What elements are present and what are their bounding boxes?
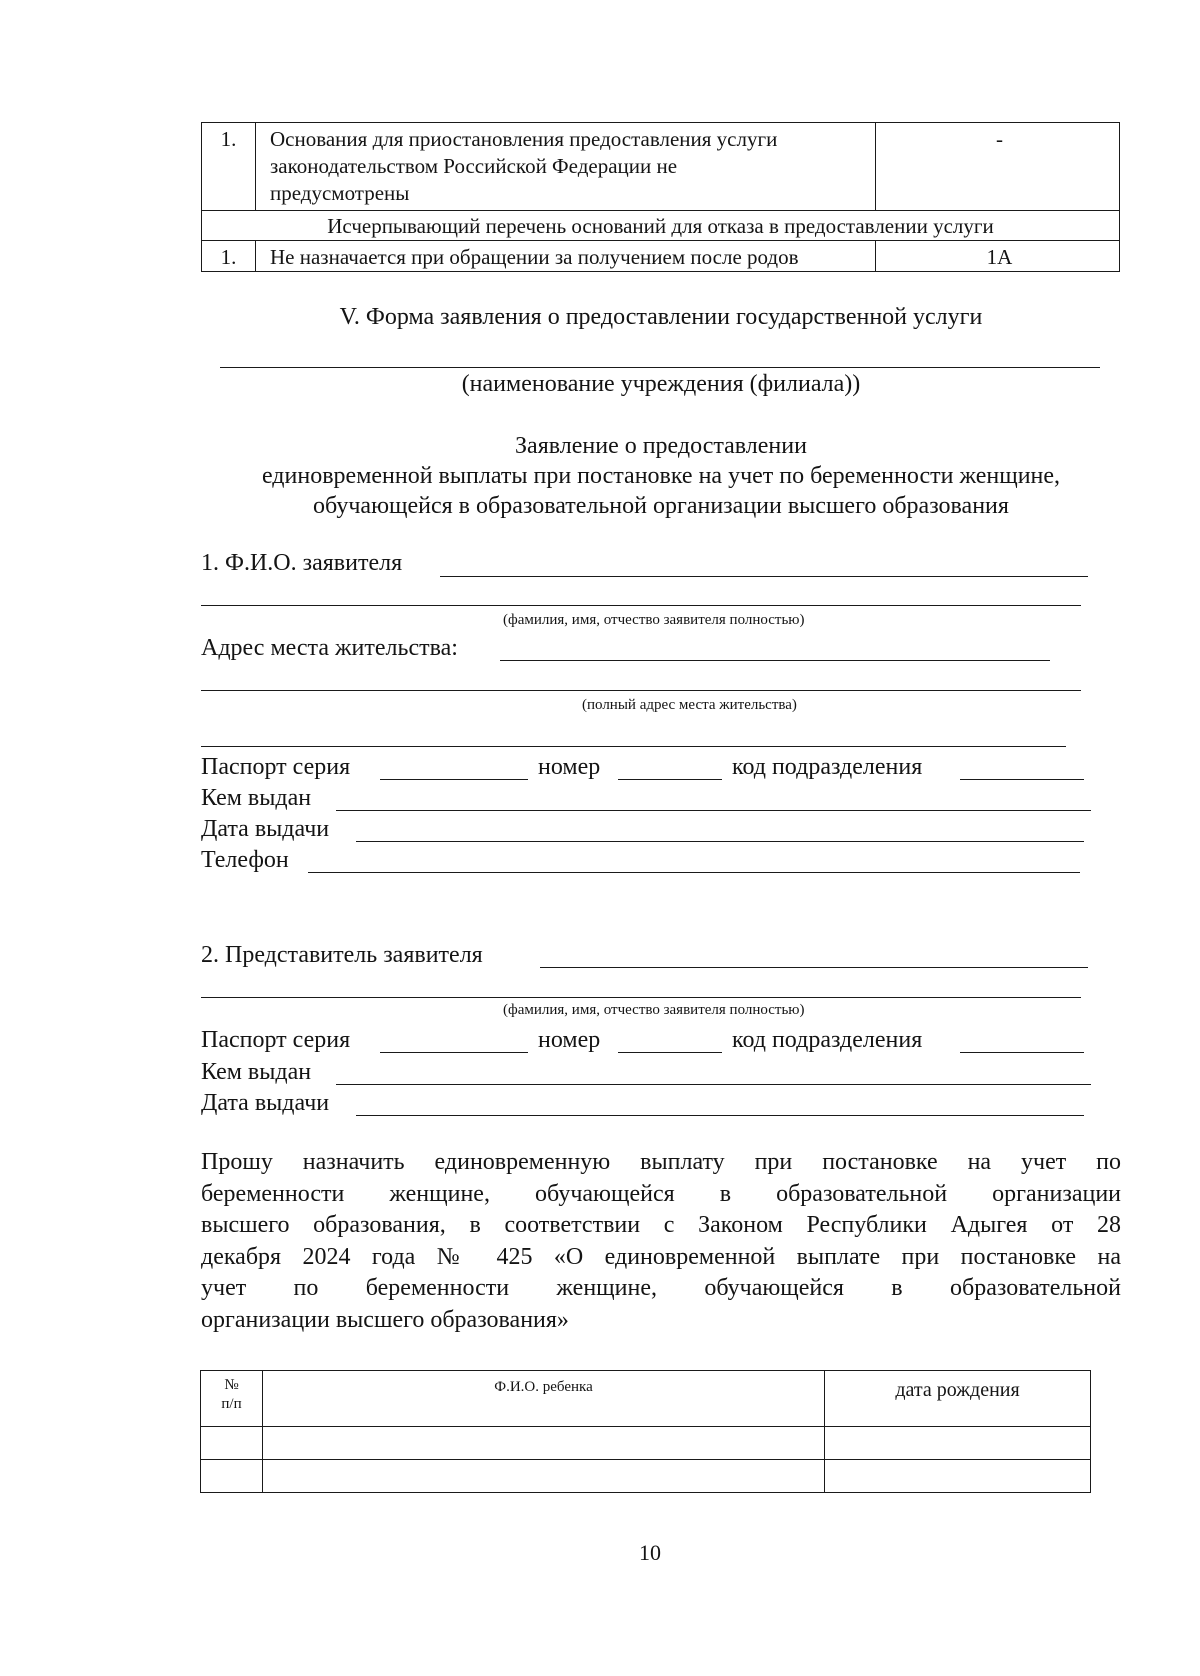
representative-fio-field[interactable]	[540, 967, 1088, 968]
address-caption: (полный адрес места жительства)	[582, 697, 797, 713]
table-cell[interactable]	[825, 1460, 1091, 1493]
application-title-line: обучающейся в образовательной организации высшего образования	[313, 493, 1009, 519]
paragraph-line: учет по беременности женщине, обучающейся в образовательной	[201, 1275, 1121, 1301]
table-row	[202, 211, 1120, 241]
application-title-line: Заявление о предоставлении	[515, 433, 807, 459]
address-label: Адрес места жительства:	[201, 635, 458, 661]
rep-passport-code-field[interactable]	[960, 1052, 1084, 1053]
issue-date-field[interactable]	[356, 841, 1084, 842]
col-date-header: дата рождения	[825, 1371, 1091, 1427]
address-field-continued[interactable]	[201, 690, 1081, 691]
table-row	[202, 241, 1120, 272]
table-cell[interactable]	[201, 1427, 263, 1460]
institution-caption: (наименование учреждения (филиала))	[461, 371, 861, 397]
address-field-extra[interactable]	[201, 746, 1066, 747]
rep-passport-code-label: код подразделения	[732, 1027, 923, 1053]
paragraph-line: декабря 2024 года № 425 «О единовременной выплате при постановке на	[201, 1243, 1121, 1270]
applicant-fio-label: 1. Ф.И.О. заявителя	[201, 550, 403, 576]
rep-passport-number-field[interactable]	[618, 1052, 722, 1053]
passport-number-field[interactable]	[618, 779, 722, 780]
table-row	[201, 1460, 1091, 1493]
paragraph-line: беременности женщине, обучающейся в образовательной организации	[201, 1180, 1121, 1207]
row-text-line: Основания для приостановления предоставления услуги	[270, 127, 778, 151]
col-name-header: Ф.И.О. ребенка	[263, 1371, 825, 1427]
issued-by-label: Кем выдан	[201, 785, 312, 811]
paragraph-line: Прошу назначить единовременную выплату при постановке на учет по	[201, 1149, 1121, 1175]
row-text	[256, 123, 876, 211]
rep-passport-number-label: номер	[538, 1027, 601, 1053]
children-table	[200, 1370, 1091, 1493]
rep-issue-date-label: Дата выдачи	[201, 1090, 330, 1116]
table-cell[interactable]	[263, 1427, 825, 1460]
paragraph-line: высшего образования, в соответствии с Законом Республики Адыгея от 28	[201, 1212, 1121, 1238]
rep-passport-series-field[interactable]	[380, 1052, 528, 1053]
col-number-header-line: №	[224, 1377, 239, 1393]
issue-date-label: Дата выдачи	[201, 816, 330, 842]
grounds-table	[201, 122, 1120, 272]
request-paragraph	[201, 1147, 1121, 1336]
address-field[interactable]	[500, 660, 1050, 661]
table-cell[interactable]	[201, 1460, 263, 1493]
refusal-grounds-heading: Исчерпывающий перечень оснований для отказа в предоставлении услуги	[202, 211, 1120, 241]
row-text: Не назначается при обращении за получением после родов	[256, 241, 876, 272]
paragraph-line: организации высшего образования»	[201, 1306, 569, 1333]
application-title-line: единовременной выплаты при постановке на учет по беременности женщине,	[261, 463, 1061, 489]
passport-code-label: код подразделения	[732, 754, 923, 780]
section-title: V. Форма заявления о предоставлении государственной услуги	[339, 304, 983, 330]
rep-issue-date-field[interactable]	[356, 1115, 1084, 1116]
row-text-line: законодательством Российской Федерации не	[270, 154, 678, 178]
institution-line	[220, 367, 1100, 368]
table-header-row	[201, 1371, 1091, 1427]
passport-code-field[interactable]	[960, 779, 1084, 780]
applicant-fio-field-continued[interactable]	[201, 605, 1081, 606]
applicant-fio-caption: (фамилия, имя, отчество заявителя полностью)	[503, 612, 805, 628]
col-number-header-line: п/п	[221, 1396, 242, 1412]
row-value: -	[876, 123, 1120, 211]
representative-fio-caption: (фамилия, имя, отчество заявителя полностью)	[503, 1002, 805, 1018]
row-text-line: предусмотрены	[270, 181, 410, 205]
table-cell[interactable]	[263, 1460, 825, 1493]
rep-passport-series-label: Паспорт серия	[201, 1027, 351, 1053]
applicant-fio-field[interactable]	[440, 576, 1088, 577]
row-number: 1.	[202, 241, 256, 272]
rep-issued-by-label: Кем выдан	[201, 1059, 312, 1085]
passport-series-field[interactable]	[380, 779, 528, 780]
passport-series-label: Паспорт серия	[201, 754, 351, 780]
representative-fio-field-continued[interactable]	[201, 997, 1081, 998]
representative-label: 2. Представитель заявителя	[201, 942, 483, 968]
col-number-header	[201, 1371, 263, 1427]
table-cell[interactable]	[825, 1427, 1091, 1460]
table-row	[202, 123, 1120, 211]
rep-issued-by-field[interactable]	[336, 1084, 1091, 1085]
issued-by-field[interactable]	[336, 810, 1091, 811]
application-title	[160, 431, 1162, 521]
phone-field[interactable]	[308, 872, 1080, 873]
table-row	[201, 1427, 1091, 1460]
passport-number-label: номер	[538, 754, 601, 780]
row-number: 1.	[202, 123, 256, 211]
phone-label: Телефон	[201, 847, 289, 873]
page-number: 10	[639, 1540, 661, 1565]
row-value: 1А	[876, 241, 1120, 272]
